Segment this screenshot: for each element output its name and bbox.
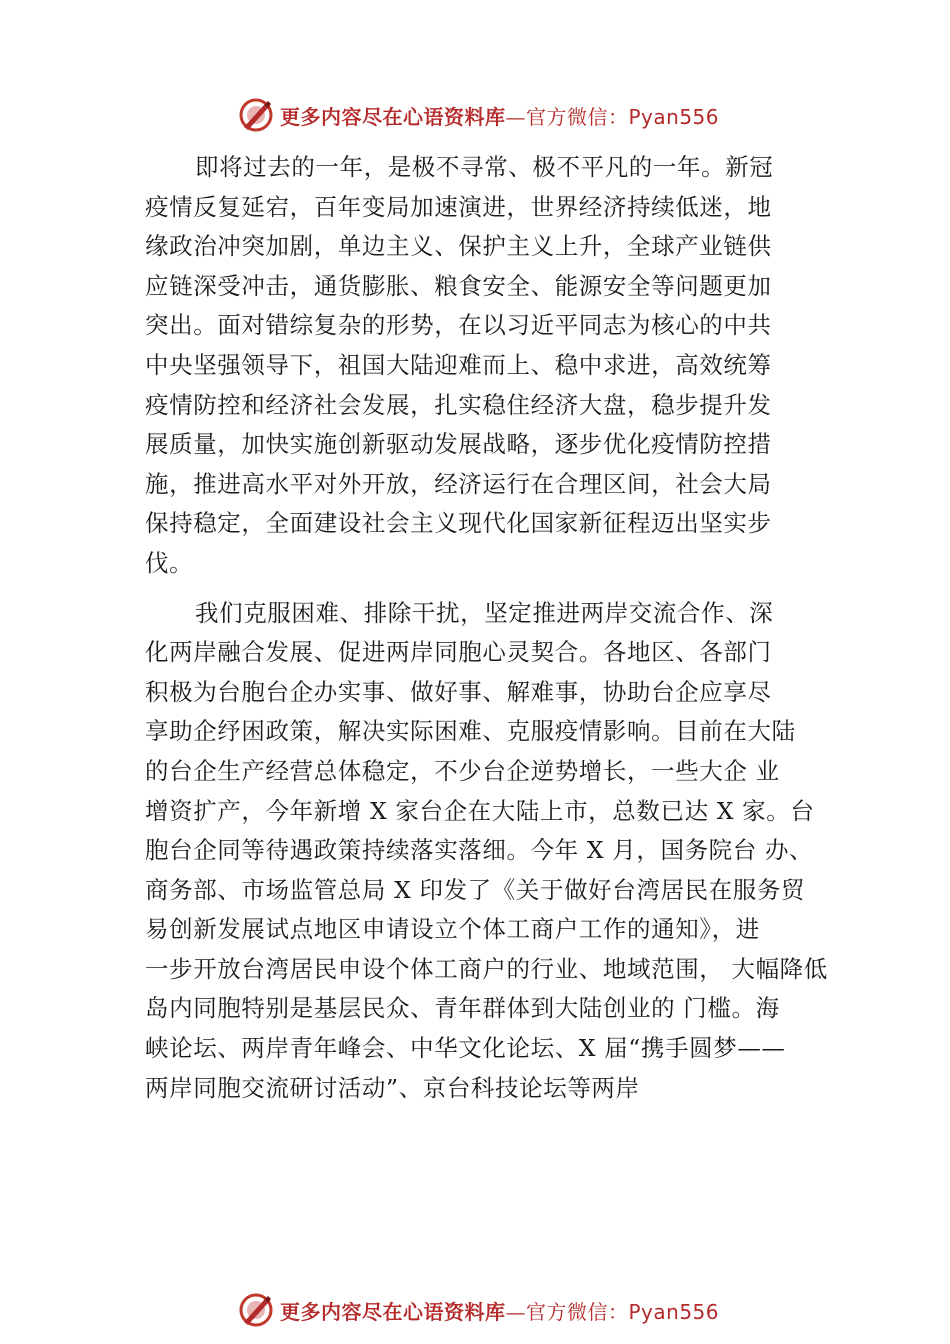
paragraph-2 (145, 594, 835, 1109)
paragraph-line: 伐。 (145, 548, 194, 577)
paragraph-line: 积极为台胞台企办实事、做好事、解难事，协助台企应享尽 (145, 677, 772, 706)
paragraph-line: 一步开放台湾居民申设个体工商户的行业、地域范围， 大幅降低 (145, 954, 828, 983)
paragraph-1 (145, 148, 835, 584)
paragraph-line: 保持稳定，全面建设社会主义现代化国家新征程迈出坚实步 (145, 509, 772, 538)
document-body (145, 148, 835, 1108)
paragraph-line: 应链深受冲击，通货膨胀、粮食安全、能源安全等问题更加 (145, 271, 772, 300)
pen-logo-icon (238, 1292, 274, 1328)
paragraph-line: 我们克服困难、排除干扰，坚定推进两岸交流合作、深 (195, 598, 774, 627)
paragraph-line: 缘政治冲突加剧，单边主义、保护主义上升，全球产业链供 (145, 232, 772, 261)
paragraph-line: 中央坚强领导下，祖国大陆迎难而上、稳中求进，高效统筹 (145, 350, 772, 379)
footer-banner (238, 1290, 719, 1330)
paragraph-line: 突出。面对错综复杂的形势，在以习近平同志为核心的中共 (145, 311, 772, 340)
pen-logo-icon (238, 97, 274, 133)
wechat-label: 官方微信： (526, 1299, 629, 1324)
paragraph-line: 岛内同胞特别是基层民众、青年群体到大陆创业的 门槛。海 (145, 994, 780, 1023)
banner-text (280, 101, 719, 130)
wechat-account: Pyan556 (628, 1299, 720, 1324)
paragraph-line: 商务部、市场监管总局 X 印发了《关于做好台湾居民在服务贸 (145, 875, 806, 904)
paragraph-line: 胞台企同等待遇政策持续落实落细。今年 X 月，国务院台 办、 (145, 836, 814, 865)
paragraph-line: 峡论坛、两岸青年峰会、中华文化论坛、X 届“携手圆梦—— (145, 1034, 786, 1063)
paragraph-line: 易创新发展试点地区申请设立个体工商户工作的通知》，进 (145, 915, 760, 944)
paragraph-line: 即将过去的一年，是极不寻常、极不平凡的一年。新冠 (195, 153, 774, 181)
paragraph-line: 疫情反复延宕，百年变局加速演进，世界经济持续低迷，地 (145, 192, 772, 221)
banner-separator: — (505, 104, 526, 129)
paragraph-line: 增资扩产，今年新增 X 家台企在大陆上市，总数已达 X 家。台 (145, 796, 815, 825)
wechat-label: 官方微信： (526, 104, 629, 129)
paragraph-line: 的台企生产经营总体稳定，不少台企逆势增长，一些大企 业 (145, 756, 780, 785)
paragraph-line: 享助企纾困政策，解决实际困难、克服疫情影响。目前在大陆 (145, 717, 796, 746)
banner-text (280, 1296, 719, 1325)
banner-title: 更多内容尽在心语资料库 (280, 1299, 506, 1324)
banner-title: 更多内容尽在心语资料库 (280, 104, 506, 129)
wechat-account: Pyan556 (628, 104, 720, 129)
header-banner (238, 95, 719, 135)
paragraph-line: 施，推进高水平对外开放，经济运行在合理区间，社会大局 (145, 469, 772, 498)
banner-separator: — (505, 1299, 526, 1324)
paragraph-line: 疫情防控和经济社会发展，扎实稳住经济大盘，稳步提升发 (145, 390, 772, 419)
paragraph-line: 两岸同胞交流研讨活动”、京台科技论坛等两岸 (145, 1073, 640, 1102)
paragraph-line: 展质量，加快实施创新驱动发展战略，逐步优化疫情防控措 (145, 430, 772, 459)
paragraph-line: 化两岸融合发展、促进两岸同胞心灵契合。各地区、各部门 (145, 638, 772, 667)
